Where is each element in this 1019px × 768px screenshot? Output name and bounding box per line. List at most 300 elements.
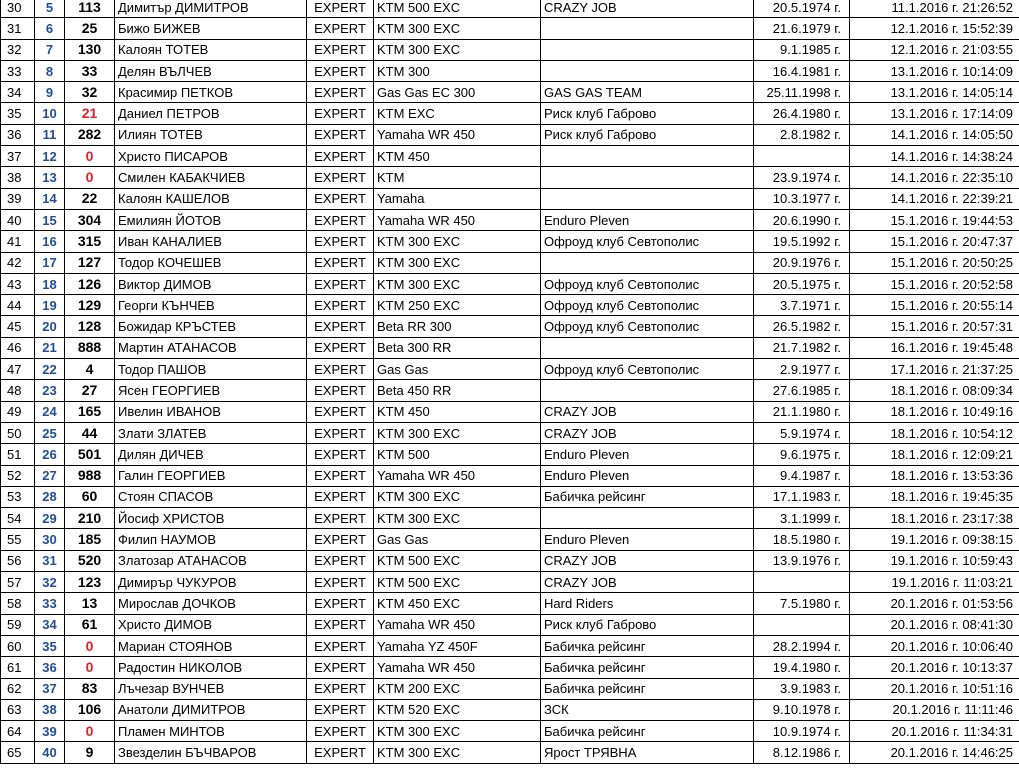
birth-date-cell: 21.7.1982 г. [754, 337, 850, 358]
motorcycle-cell: KTM 250 EXC [374, 295, 541, 316]
entry-index-cell: 35 [35, 635, 65, 656]
class-cell: EXPERT [307, 699, 374, 720]
race-number-cell: 0 [65, 167, 115, 188]
table-row [1, 18, 1019, 39]
race-number-cell: 520 [65, 550, 115, 571]
row-number-cell: 36 [1, 124, 35, 145]
birth-date-cell: 9.1.1985 г. [754, 39, 850, 60]
row-number-cell: 54 [1, 508, 35, 529]
class-cell: EXPERT [307, 337, 374, 358]
team-cell: Риск клуб Габрово [541, 614, 754, 635]
rider-name-cell: Мирослав ДОЧКОВ [115, 593, 307, 614]
class-cell: EXPERT [307, 401, 374, 422]
race-number-cell: 21 [65, 103, 115, 124]
motorcycle-cell: Yamaha WR 450 [374, 209, 541, 230]
race-number-cell: 4 [65, 359, 115, 380]
class-cell: EXPERT [307, 39, 374, 60]
table-row [1, 444, 1019, 465]
row-number-cell: 38 [1, 167, 35, 188]
team-cell [541, 60, 754, 81]
motorcycle-cell: KTM 300 EXC [374, 18, 541, 39]
class-cell: EXPERT [307, 124, 374, 145]
motorcycle-cell: KTM 520 EXC [374, 699, 541, 720]
entry-index-cell: 39 [35, 721, 65, 742]
row-number-cell: 52 [1, 465, 35, 486]
birth-date-cell: 20.5.1975 г. [754, 273, 850, 294]
team-cell: Офроуд клуб Севтополис [541, 359, 754, 380]
class-cell: EXPERT [307, 231, 374, 252]
motorcycle-cell: Beta 450 RR [374, 380, 541, 401]
table-row [1, 295, 1019, 316]
row-number-cell: 47 [1, 359, 35, 380]
entry-index-cell: 15 [35, 209, 65, 230]
table-row [1, 550, 1019, 571]
entry-index-cell: 28 [35, 486, 65, 507]
race-number-cell: 304 [65, 209, 115, 230]
table-row [1, 359, 1019, 380]
row-number-cell: 45 [1, 316, 35, 337]
table-row [1, 337, 1019, 358]
class-cell: EXPERT [307, 0, 374, 18]
registration-date-cell: 15.1.2016 г. 19:44:53 [850, 209, 1019, 230]
rider-name-cell: Йосиф ХРИСТОВ [115, 508, 307, 529]
registration-date-cell: 15.1.2016 г. 20:57:31 [850, 316, 1019, 337]
rider-name-cell: Радостин НИКОЛОВ [115, 657, 307, 678]
row-number-cell: 62 [1, 678, 35, 699]
birth-date-cell: 10.9.1974 г. [754, 721, 850, 742]
team-cell: GAS GAS TEAM [541, 82, 754, 103]
race-number-cell: 315 [65, 231, 115, 252]
entry-index-cell: 33 [35, 593, 65, 614]
motorcycle-cell: Yamaha WR 450 [374, 657, 541, 678]
birth-date-cell: 16.4.1981 г. [754, 60, 850, 81]
entry-index-cell: 26 [35, 444, 65, 465]
motorcycle-cell: KTM 500 EXC [374, 550, 541, 571]
class-cell: EXPERT [307, 273, 374, 294]
team-cell: ЗСК [541, 699, 754, 720]
table-row [1, 529, 1019, 550]
birth-date-cell: 20.5.1974 г. [754, 0, 850, 18]
table-row [1, 572, 1019, 593]
registration-date-cell: 19.1.2016 г. 11:03:21 [850, 572, 1019, 593]
race-number-cell: 61 [65, 614, 115, 635]
entry-index-cell: 29 [35, 508, 65, 529]
entry-index-cell: 9 [35, 82, 65, 103]
row-number-cell: 63 [1, 699, 35, 720]
entry-index-cell: 30 [35, 529, 65, 550]
registration-date-cell: 20.1.2016 г. 10:51:16 [850, 678, 1019, 699]
row-number-cell: 34 [1, 82, 35, 103]
entry-index-cell: 22 [35, 359, 65, 380]
birth-date-cell [754, 146, 850, 167]
motorcycle-cell: KTM 300 EXC [374, 508, 541, 529]
birth-date-cell: 26.5.1982 г. [754, 316, 850, 337]
row-number-cell: 59 [1, 614, 35, 635]
table-row [1, 39, 1019, 60]
team-cell [541, 39, 754, 60]
registration-date-cell: 20.1.2016 г. 10:13:37 [850, 657, 1019, 678]
registration-date-cell: 12.1.2016 г. 15:52:39 [850, 18, 1019, 39]
row-number-cell: 39 [1, 188, 35, 209]
registration-date-cell: 16.1.2016 г. 19:45:48 [850, 337, 1019, 358]
birth-date-cell: 26.4.1980 г. [754, 103, 850, 124]
rider-name-cell: Галин ГЕОРГИЕВ [115, 465, 307, 486]
race-number-cell: 129 [65, 295, 115, 316]
rider-name-cell: Тодор КОЧЕШЕВ [115, 252, 307, 273]
row-number-cell: 35 [1, 103, 35, 124]
team-cell: Бабичка рейсинг [541, 635, 754, 656]
rider-name-cell: Злати ЗЛАТЕВ [115, 422, 307, 443]
registration-date-cell: 15.1.2016 г. 20:55:14 [850, 295, 1019, 316]
rider-name-cell: Златозар АТАНАСОВ [115, 550, 307, 571]
class-cell: EXPERT [307, 167, 374, 188]
entry-index-cell: 11 [35, 124, 65, 145]
birth-date-cell [754, 614, 850, 635]
team-cell: Офроуд клуб Севтополис [541, 231, 754, 252]
row-number-cell: 43 [1, 273, 35, 294]
registration-date-cell: 18.1.2016 г. 23:17:38 [850, 508, 1019, 529]
rider-name-cell: Даниел ПЕТРОВ [115, 103, 307, 124]
table-row [1, 508, 1019, 529]
motorcycle-cell: KTM 300 EXC [374, 721, 541, 742]
team-cell: CRAZY JOB [541, 550, 754, 571]
class-cell: EXPERT [307, 657, 374, 678]
row-number-cell: 33 [1, 60, 35, 81]
motorcycle-cell: KTM 300 EXC [374, 39, 541, 60]
row-number-cell: 65 [1, 742, 35, 763]
rider-name-cell: Иван КАНАЛИЕВ [115, 231, 307, 252]
birth-date-cell: 18.5.1980 г. [754, 529, 850, 550]
motorcycle-cell: KTM 300 EXC [374, 231, 541, 252]
registration-date-cell: 14.1.2016 г. 14:38:24 [850, 146, 1019, 167]
motorcycle-cell: Yamaha WR 450 [374, 124, 541, 145]
team-cell: Enduro Pleven [541, 444, 754, 465]
race-number-cell: 185 [65, 529, 115, 550]
row-number-cell: 32 [1, 39, 35, 60]
race-number-cell: 83 [65, 678, 115, 699]
registration-date-cell: 20.1.2016 г. 10:06:40 [850, 635, 1019, 656]
motorcycle-cell: KTM 500 EXC [374, 572, 541, 593]
team-cell [541, 146, 754, 167]
race-number-cell: 0 [65, 146, 115, 167]
entry-index-cell: 27 [35, 465, 65, 486]
class-cell: EXPERT [307, 529, 374, 550]
motorcycle-cell: KTM 200 EXC [374, 678, 541, 699]
row-number-cell: 50 [1, 422, 35, 443]
motorcycle-cell: Yamaha WR 450 [374, 465, 541, 486]
entry-index-cell: 8 [35, 60, 65, 81]
registration-date-cell: 18.1.2016 г. 13:53:36 [850, 465, 1019, 486]
race-number-cell: 130 [65, 39, 115, 60]
registration-date-cell: 11.1.2016 г. 21:26:52 [850, 0, 1019, 18]
class-cell: EXPERT [307, 60, 374, 81]
registration-date-cell: 19.1.2016 г. 09:38:15 [850, 529, 1019, 550]
team-cell: CRAZY JOB [541, 0, 754, 18]
rider-name-cell: Калоян КАШЕЛОВ [115, 188, 307, 209]
class-cell: EXPERT [307, 209, 374, 230]
class-cell: EXPERT [307, 486, 374, 507]
birth-date-cell: 9.6.1975 г. [754, 444, 850, 465]
entry-index-cell: 21 [35, 337, 65, 358]
team-cell [541, 252, 754, 273]
row-number-cell: 40 [1, 209, 35, 230]
class-cell: EXPERT [307, 252, 374, 273]
motorcycle-cell: KTM 300 EXC [374, 273, 541, 294]
rider-name-cell: Георги КЪНЧЕВ [115, 295, 307, 316]
rider-name-cell: Ясен ГЕОРГИЕВ [115, 380, 307, 401]
race-number-cell: 0 [65, 635, 115, 656]
row-number-cell: 42 [1, 252, 35, 273]
birth-date-cell: 7.5.1980 г. [754, 593, 850, 614]
table-row [1, 593, 1019, 614]
team-cell: Офроуд клуб Севтополис [541, 316, 754, 337]
birth-date-cell: 25.11.1998 г. [754, 82, 850, 103]
motorcycle-cell: Yamaha YZ 450F [374, 635, 541, 656]
team-cell: CRAZY JOB [541, 422, 754, 443]
motorcycle-cell: KTM 300 EXC [374, 422, 541, 443]
entry-index-cell: 12 [35, 146, 65, 167]
registration-date-cell: 18.1.2016 г. 12:09:21 [850, 444, 1019, 465]
birth-date-cell: 5.9.1974 г. [754, 422, 850, 443]
birth-date-cell: 3.7.1971 г. [754, 295, 850, 316]
entry-index-cell: 25 [35, 422, 65, 443]
team-cell [541, 167, 754, 188]
entry-index-cell: 17 [35, 252, 65, 273]
rider-name-cell: Ивелин ИВАНОВ [115, 401, 307, 422]
table-row [1, 635, 1019, 656]
race-number-cell: 32 [65, 82, 115, 103]
registration-date-cell: 19.1.2016 г. 10:59:43 [850, 550, 1019, 571]
motorcycle-cell: KTM 300 [374, 60, 541, 81]
entry-index-cell: 16 [35, 231, 65, 252]
motorcycle-cell: Gas Gas [374, 359, 541, 380]
motorcycle-cell: Gas Gas [374, 529, 541, 550]
table-row [1, 82, 1019, 103]
table-row [1, 422, 1019, 443]
birth-date-cell: 10.3.1977 г. [754, 188, 850, 209]
race-number-cell: 106 [65, 699, 115, 720]
motorcycle-cell: KTM 500 EXC [374, 0, 541, 18]
entry-index-cell: 40 [35, 742, 65, 763]
birth-date-cell: 3.1.1999 г. [754, 508, 850, 529]
rider-name-cell: Христо ПИСАРОВ [115, 146, 307, 167]
team-cell: Hard Riders [541, 593, 754, 614]
motorcycle-cell: Beta 300 RR [374, 337, 541, 358]
row-number-cell: 37 [1, 146, 35, 167]
registration-date-cell: 14.1.2016 г. 22:35:10 [850, 167, 1019, 188]
registration-date-cell: 18.1.2016 г. 10:49:16 [850, 401, 1019, 422]
registration-date-cell: 12.1.2016 г. 21:03:55 [850, 39, 1019, 60]
class-cell: EXPERT [307, 465, 374, 486]
entry-index-cell: 7 [35, 39, 65, 60]
motorcycle-cell: KTM EXC [374, 103, 541, 124]
row-number-cell: 57 [1, 572, 35, 593]
motorcycle-cell: KTM [374, 167, 541, 188]
race-number-cell: 888 [65, 337, 115, 358]
registration-date-cell: 14.1.2016 г. 22:39:21 [850, 188, 1019, 209]
rider-name-cell: Стоян СПАСОВ [115, 486, 307, 507]
row-number-cell: 44 [1, 295, 35, 316]
race-number-cell: 13 [65, 593, 115, 614]
table-row [1, 146, 1019, 167]
birth-date-cell: 28.2.1994 г. [754, 635, 850, 656]
race-number-cell: 0 [65, 721, 115, 742]
race-number-cell: 501 [65, 444, 115, 465]
birth-date-cell: 9.4.1987 г. [754, 465, 850, 486]
entry-index-cell: 37 [35, 678, 65, 699]
row-number-cell: 60 [1, 635, 35, 656]
registration-date-cell: 13.1.2016 г. 17:14:09 [850, 103, 1019, 124]
entry-index-cell: 6 [35, 18, 65, 39]
row-number-cell: 41 [1, 231, 35, 252]
birth-date-cell: 20.6.1990 г. [754, 209, 850, 230]
team-cell: Enduro Pleven [541, 529, 754, 550]
table-row [1, 316, 1019, 337]
race-number-cell: 0 [65, 657, 115, 678]
motorcycle-cell: KTM 450 EXC [374, 593, 541, 614]
registration-date-cell: 15.1.2016 г. 20:47:37 [850, 231, 1019, 252]
class-cell: EXPERT [307, 82, 374, 103]
team-cell: Риск клуб Габрово [541, 124, 754, 145]
class-cell: EXPERT [307, 614, 374, 635]
class-cell: EXPERT [307, 18, 374, 39]
registration-date-cell: 20.1.2016 г. 11:11:46 [850, 699, 1019, 720]
table-row [1, 0, 1019, 18]
class-cell: EXPERT [307, 146, 374, 167]
motorcycle-cell: KTM 300 EXC [374, 486, 541, 507]
team-cell: Ярост ТРЯВНА [541, 742, 754, 763]
birth-date-cell: 19.5.1992 г. [754, 231, 850, 252]
race-number-cell: 126 [65, 273, 115, 294]
race-number-cell: 128 [65, 316, 115, 337]
birth-date-cell: 17.1.1983 г. [754, 486, 850, 507]
entry-index-cell: 5 [35, 0, 65, 18]
race-number-cell: 9 [65, 742, 115, 763]
class-cell: EXPERT [307, 359, 374, 380]
registration-date-cell: 20.1.2016 г. 11:34:31 [850, 721, 1019, 742]
team-cell [541, 337, 754, 358]
rider-name-cell: Смилен КАБАКЧИЕВ [115, 167, 307, 188]
race-number-cell: 33 [65, 60, 115, 81]
team-cell: Enduro Pleven [541, 209, 754, 230]
class-cell: EXPERT [307, 103, 374, 124]
motorcycle-cell: Yamaha [374, 188, 541, 209]
race-number-cell: 282 [65, 124, 115, 145]
class-cell: EXPERT [307, 380, 374, 401]
class-cell: EXPERT [307, 742, 374, 763]
race-number-cell: 210 [65, 508, 115, 529]
registration-date-cell: 15.1.2016 г. 20:52:58 [850, 273, 1019, 294]
class-cell: EXPERT [307, 422, 374, 443]
motorcycle-cell: KTM 500 [374, 444, 541, 465]
birth-date-cell: 8.12.1986 г. [754, 742, 850, 763]
rider-name-cell: Лъчезар ВУНЧЕВ [115, 678, 307, 699]
rider-name-cell: Бижо БИЖЕВ [115, 18, 307, 39]
table-row [1, 742, 1019, 763]
entry-index-cell: 34 [35, 614, 65, 635]
motorcycle-cell: Gas Gas EC 300 [374, 82, 541, 103]
table-row [1, 209, 1019, 230]
rider-name-cell: Звезделин БЪЧВАРОВ [115, 742, 307, 763]
team-cell [541, 188, 754, 209]
rider-name-cell: Анатоли ДИМИТРОВ [115, 699, 307, 720]
row-number-cell: 56 [1, 550, 35, 571]
birth-date-cell: 21.6.1979 г. [754, 18, 850, 39]
table-body [1, 0, 1019, 763]
rider-name-cell: Димирър ЧУКУРОВ [115, 572, 307, 593]
table-row [1, 273, 1019, 294]
motorcycle-cell: KTM 450 [374, 146, 541, 167]
birth-date-cell: 20.9.1976 г. [754, 252, 850, 273]
team-cell: Бабичка рейсинг [541, 721, 754, 742]
race-number-cell: 27 [65, 380, 115, 401]
class-cell: EXPERT [307, 316, 374, 337]
table-row [1, 401, 1019, 422]
class-cell: EXPERT [307, 635, 374, 656]
registration-date-cell: 18.1.2016 г. 19:45:35 [850, 486, 1019, 507]
entry-index-cell: 19 [35, 295, 65, 316]
entry-index-cell: 20 [35, 316, 65, 337]
table-row [1, 103, 1019, 124]
motorcycle-cell: Yamaha WR 450 [374, 614, 541, 635]
birth-date-cell: 27.6.1985 г. [754, 380, 850, 401]
birth-date-cell: 9.10.1978 г. [754, 699, 850, 720]
entry-index-cell: 14 [35, 188, 65, 209]
team-cell [541, 508, 754, 529]
table-row [1, 465, 1019, 486]
class-cell: EXPERT [307, 572, 374, 593]
team-cell: Бабичка рейсинг [541, 486, 754, 507]
entry-index-cell: 18 [35, 273, 65, 294]
entry-index-cell: 31 [35, 550, 65, 571]
team-cell: Бабичка рейсинг [541, 657, 754, 678]
entry-index-cell: 24 [35, 401, 65, 422]
registration-date-cell: 17.1.2016 г. 21:37:25 [850, 359, 1019, 380]
birth-date-cell: 13.9.1976 г. [754, 550, 850, 571]
row-number-cell: 51 [1, 444, 35, 465]
rider-name-cell: Дилян ДИЧЕВ [115, 444, 307, 465]
birth-date-cell: 23.9.1974 г. [754, 167, 850, 188]
rider-name-cell: Красимир ПЕТКОВ [115, 82, 307, 103]
registration-date-cell: 20.1.2016 г. 08:41:30 [850, 614, 1019, 635]
rider-name-cell: Илиян ТОТЕВ [115, 124, 307, 145]
race-number-cell: 22 [65, 188, 115, 209]
rider-name-cell: Мартин АТАНАСОВ [115, 337, 307, 358]
class-cell: EXPERT [307, 593, 374, 614]
race-number-cell: 113 [65, 0, 115, 18]
class-cell: EXPERT [307, 721, 374, 742]
rider-name-cell: Филип НАУМОВ [115, 529, 307, 550]
row-number-cell: 31 [1, 18, 35, 39]
entry-index-cell: 23 [35, 380, 65, 401]
rider-name-cell: Калоян ТОТЕВ [115, 39, 307, 60]
table-row [1, 167, 1019, 188]
entry-index-cell: 13 [35, 167, 65, 188]
class-cell: EXPERT [307, 508, 374, 529]
team-cell: Офроуд клуб Севтополис [541, 273, 754, 294]
row-number-cell: 46 [1, 337, 35, 358]
table-row [1, 231, 1019, 252]
team-cell: CRAZY JOB [541, 572, 754, 593]
race-number-cell: 127 [65, 252, 115, 273]
class-cell: EXPERT [307, 678, 374, 699]
class-cell: EXPERT [307, 444, 374, 465]
motorcycle-cell: KTM 300 EXC [374, 742, 541, 763]
race-number-cell: 165 [65, 401, 115, 422]
birth-date-cell: 2.9.1977 г. [754, 359, 850, 380]
rider-name-cell: Димитър ДИМИТРОВ [115, 0, 307, 18]
entry-index-cell: 10 [35, 103, 65, 124]
